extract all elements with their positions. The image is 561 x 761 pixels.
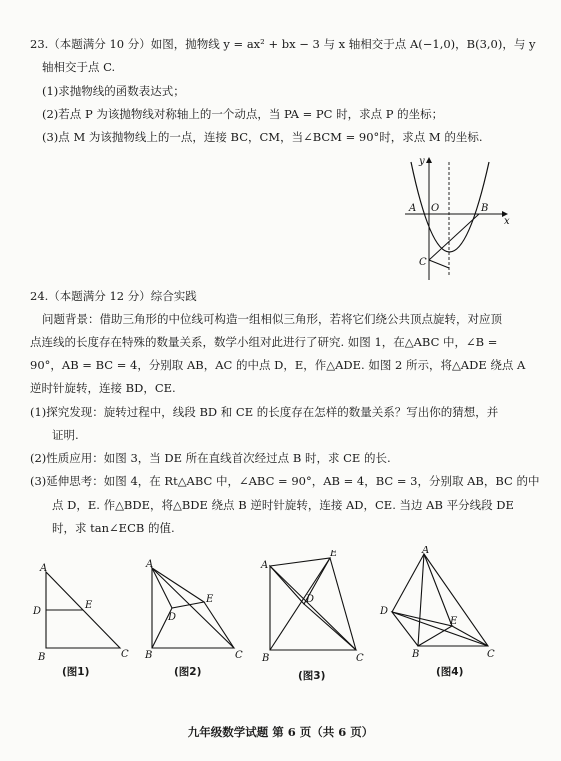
q24-line-8: (2)性质应用：如图 3，当 DE 所在直线首次经过点 B 时，求 CE 的长. <box>30 451 391 465</box>
fig1-label-d: D <box>33 606 42 617</box>
fig3-label-b: B <box>262 653 270 664</box>
label-x: x <box>504 216 510 227</box>
q24-line-5: 逆时针旋转，连接 BD，CE. <box>30 381 176 395</box>
fig2-label-b: B <box>145 650 153 661</box>
fig1-label-e: E <box>85 600 93 611</box>
triangle-ade <box>270 558 330 604</box>
parabola-graph <box>403 152 513 282</box>
triangle-ade <box>152 568 204 608</box>
q24-line-10: 点 D，E. 作△BDE，将△BDE 绕点 B 逆时针旋转，连接 AD，CE. 当边 AB 平分线段 DE <box>52 498 514 512</box>
caption-fig2: (图2) <box>174 666 202 678</box>
label-c: C <box>419 257 427 268</box>
q24-line-7: 证明. <box>52 428 79 442</box>
q23-line-4: (2)若点 P 为该抛物线对称轴上的一个动点，当 PA = PC 时，求点 P 的坐标； <box>42 107 444 121</box>
q23-line-5: (3)点 M 为该抛物线上的一点，连接 BC，CM，当∠BCM = 90°时，求点 M 的坐标. <box>42 130 483 144</box>
q23-line-3: (1)求抛物线的函数表达式； <box>42 84 185 98</box>
fig1-label-c: C <box>121 649 129 660</box>
caption-fig3: (图3) <box>298 670 326 682</box>
q24-line-2: 问题背景：借助三角形的中位线可构造一组相似三角形，若将它们绕公共顶点旋转，对应顶 <box>42 312 502 326</box>
segment-cd <box>304 604 356 650</box>
figure-4 <box>378 546 498 661</box>
fig4-label-b: B <box>412 649 420 660</box>
q23-line-1: 23.（本题满分 10 分）如图，抛物线 y = ax² + bx − 3 与 x 轴相交于点 A(−1,0)，B(3,0)，与 y <box>30 37 536 51</box>
q24-line-9: (3)延伸思考：如图 4，在 Rt△ABC 中，∠ABC = 90°，AB = 4，BC = 3，分别取 AB，BC 的中 <box>30 474 540 488</box>
segment-ad <box>392 554 424 612</box>
q24-line-1: 24.（本题满分 12 分）综合实践 <box>30 289 197 303</box>
fig2-label-d: D <box>168 612 177 623</box>
segment-ce <box>452 626 488 646</box>
segment-bc <box>429 214 479 260</box>
segment-cm <box>429 260 449 268</box>
caption-fig1: (图1) <box>62 666 90 678</box>
q24-line-11: 时，求 tan∠ECB 的值. <box>52 521 175 535</box>
figure-3 <box>258 550 368 665</box>
triangle-abc <box>418 554 488 646</box>
label-b: B <box>481 203 489 214</box>
fig4-label-c: C <box>487 649 495 660</box>
page-footer: 九年级数学试题 第 6 页（共 6 页） <box>187 725 374 739</box>
fig2-label-a: A <box>146 559 154 570</box>
segment-ce <box>204 602 234 648</box>
fig3-label-e: E <box>330 550 338 559</box>
fig3-label-d: D <box>306 594 315 605</box>
q24-line-4: 90°，AB = BC = 4，分别取 AB，AC 的中点 D，E，作△ADE. 如图 2 所示，将△ADE 绕点 A <box>30 358 526 372</box>
q24-line-6: (1)探究发现：旋转过程中，线段 BD 和 CE 的长度存在怎样的数量关系？写出你的猜想，并 <box>30 405 499 419</box>
segment-ce <box>330 558 356 650</box>
fig3-label-a: A <box>261 560 269 571</box>
caption-fig4: (图4) <box>436 666 464 678</box>
fig2-label-c: C <box>235 650 243 661</box>
label-o: O <box>431 203 440 214</box>
figure-2 <box>142 558 252 668</box>
fig1-label-b: B <box>38 652 46 663</box>
triangle-bde <box>392 612 452 646</box>
fig1-label-a: A <box>40 563 48 574</box>
fig3-label-c: C <box>356 653 364 664</box>
label-a: A <box>409 203 417 214</box>
segment-ae <box>424 554 452 626</box>
fig4-label-a: A <box>422 546 430 556</box>
triangle-abc <box>270 566 356 650</box>
line-be <box>270 558 330 650</box>
segment-dc <box>392 612 488 646</box>
q24-line-3: 点连线的长度存在特殊的数量关系，数学小组对此进行了研究. 如图 1，在△ABC 中，∠B = <box>30 335 498 349</box>
fig2-label-e: E <box>206 594 214 605</box>
triangle-abc <box>152 568 234 648</box>
q23-line-2: 轴相交于点 C. <box>42 60 116 74</box>
fig4-label-d: D <box>380 606 389 617</box>
fig4-label-e: E <box>450 616 458 627</box>
figure-1 <box>28 560 138 670</box>
label-y: y <box>419 156 425 167</box>
parabola-curve <box>411 162 489 252</box>
